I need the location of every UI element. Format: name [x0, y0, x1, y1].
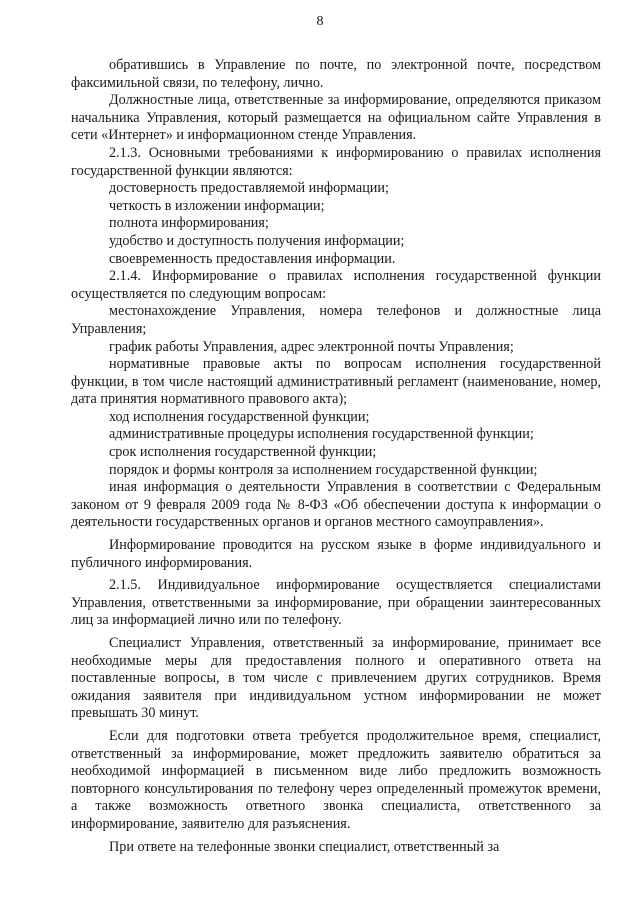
- question-item: иная информация о деятельности Управления в соответствии с Федеральным законом от 9 февраля 2009 года № 8-ФЗ «Об обеспечении доступа к информации о деятельности государственных органов и органов местного самоуправления».: [71, 479, 601, 531]
- question-item: ход исполнения государственной функции;: [109, 408, 370, 425]
- question-item: нормативные правовые акты по вопросам исполнения государственной функции, в том числе настоящий административный регламент (наименование, номер, дата принятия нормативного правового акта);: [71, 356, 601, 408]
- question-item: график работы Управления, адрес электронной почты Управления;: [109, 338, 514, 355]
- requirement-item: четкость в изложении информации;: [109, 197, 325, 214]
- paragraph-language: Информирование проводится на русском языке в форме индивидуального и публичного информирования.: [71, 537, 601, 571]
- paragraph-responsible-officials: Должностные лица, ответственные за информирование, определяются приказом начальника Управления, который размещается на официальном сайте Управления в сети «Интернет» и информационном стенде Управления.: [71, 92, 601, 144]
- paragraph-2-1-4: 2.1.4. Информирование о правилах исполнения государственной функции осуществляется по следующим вопросам:: [71, 268, 601, 302]
- requirement-item: полнота информирования;: [109, 215, 269, 232]
- question-item: местонахождение Управления, номера телефонов и должностные лица Управления;: [71, 303, 601, 337]
- page-number: 8: [316, 14, 324, 29]
- document-body: [71, 57, 601, 856]
- paragraph-2-1-5: 2.1.5. Индивидуальное информирование осуществляется специалистами Управления, ответственными за информирование, при обращении заинтересованных лиц за информацией лично или по телефону.: [71, 577, 601, 629]
- paragraph-specialist: Специалист Управления, ответственный за информирование, принимает все необходимые меры для предоставления полного и оперативного ответа на поставленные вопросы, в том числе с привлечением других сотрудников. Время ожидания заявителя при индивидуальном устном информировании не может превышать 30 минут.: [71, 635, 601, 722]
- requirement-item: своевременность предоставления информации.: [109, 250, 396, 267]
- question-item: административные процедуры исполнения государственной функции;: [109, 426, 534, 443]
- question-item: срок исполнения государственной функции;: [109, 444, 377, 461]
- question-item: порядок и формы контроля за исполнением государственной функции;: [109, 461, 538, 478]
- paragraph-phone-calls: При ответе на телефонные звонки специалист, ответственный за: [109, 838, 500, 855]
- requirement-item: достоверность предоставляемой информации;: [109, 180, 389, 197]
- paragraph-long-answer: Если для подготовки ответа требуется продолжительное время, специалист, ответственный за информирование, может предложить заявителю обратиться за необходимой информацией в письменном виде либо предложить возможность повторного консультирования по телефону через определенный промежуток времени, а также возможность ответного звонка специалиста, ответственного за информирование, заявителю для разъяснения.: [71, 727, 601, 832]
- requirement-item: удобство и доступность получения информации;: [109, 232, 405, 249]
- paragraph-continuation: обратившись в Управление по почте, по электронной почте, посредством факсимильной связи, по телефону, лично.: [71, 57, 601, 91]
- paragraph-2-1-3: 2.1.3. Основными требованиями к информированию о правилах исполнения государственной функции являются:: [71, 144, 601, 179]
